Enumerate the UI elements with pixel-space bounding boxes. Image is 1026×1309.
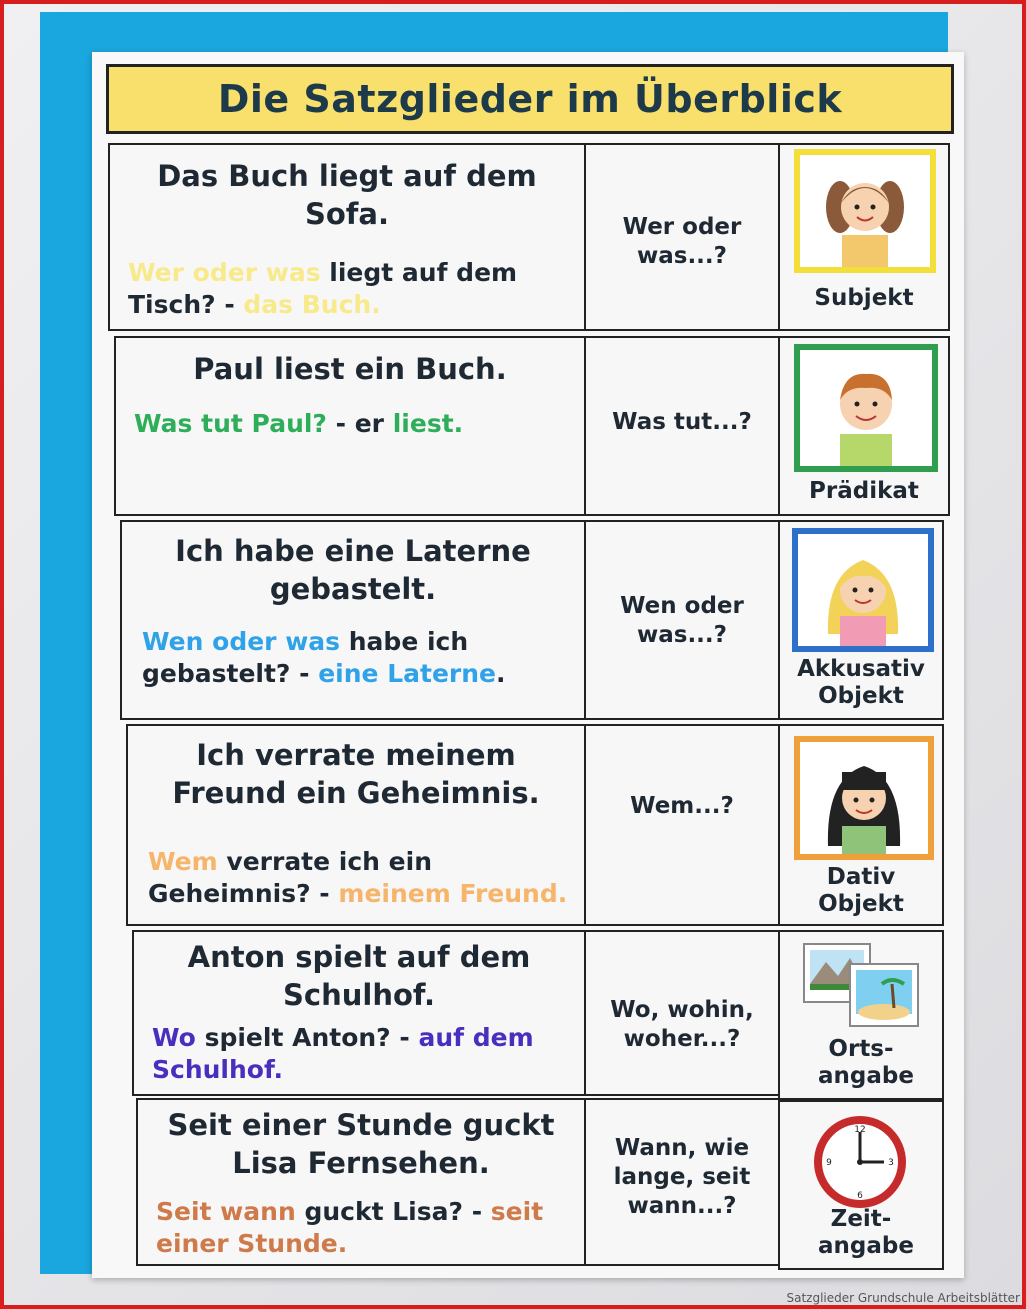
worksheet-title: Die Satzglieder im Überblick (106, 64, 954, 134)
question-word: Wen oder was...? (620, 593, 744, 648)
question-example: Wer oder was liegt auf dem Tisch? - das Buch. (128, 258, 518, 319)
question-example: Was tut Paul? - er liest. (134, 409, 464, 438)
label-subjekt: Subjekt (814, 285, 914, 311)
sentence-cell-subjekt (108, 143, 586, 331)
sentence-cell-akkusativ (120, 520, 586, 720)
picture-cell-subjekt (778, 143, 950, 331)
question-cell-subjekt (584, 143, 780, 331)
question-cell-akkusativ (584, 520, 780, 720)
question-example: Seit wann guckt Lisa? - seit einer Stunde. (156, 1197, 544, 1258)
girl-pigtails-icon (794, 149, 936, 273)
picture-cell-praedikat (778, 336, 950, 516)
question-cell-ortsangabe (584, 930, 780, 1096)
clock-icon (808, 1110, 912, 1212)
picture-cell-akkusativ (778, 520, 944, 720)
example-sentence: Ich habe eine Laterne gebastelt. (175, 534, 531, 606)
example-sentence: Paul liest ein Buch. (193, 352, 507, 386)
label-ortsangabe: Orts-angabe (818, 1036, 914, 1089)
watermark-text: Satzglieder Grundschule Arbeitsblätter (786, 1291, 1020, 1305)
boy-icon (794, 344, 938, 472)
picture-cell-ortsangabe (778, 930, 944, 1100)
question-example: Wen oder was habe ich gebastelt? - eine Laterne. (142, 627, 506, 688)
question-word: Wer oder was...? (622, 214, 742, 269)
sentence-cell-dativ (126, 724, 586, 926)
picture-cell-zeitangabe (778, 1100, 944, 1270)
question-example: Wo spielt Anton? - auf dem Schulhof. (152, 1023, 534, 1084)
landscape-photos-icon (802, 940, 922, 1032)
label-dativ: Dativ Objekt (818, 864, 904, 917)
question-word: Wann, wie lange, seit wann...? (613, 1135, 751, 1219)
sentence-cell-praedikat (114, 336, 586, 516)
label-zeitangabe: Zeit-angabe (818, 1206, 914, 1259)
example-sentence: Das Buch liegt auf dem Sofa. (157, 159, 537, 231)
question-cell-praedikat (584, 336, 780, 516)
example-sentence: Ich verrate meinem Freund ein Geheimnis. (172, 738, 540, 810)
question-word: Wem...? (630, 793, 734, 819)
svg-text:6: 6 (857, 1191, 863, 1201)
question-word: Wo, wohin, woher...? (610, 997, 754, 1052)
example-sentence: Seit einer Stunde guckt Lisa Fernsehen. (167, 1108, 555, 1180)
sentence-cell-zeitangabe (136, 1098, 586, 1266)
example-sentence: Anton spielt auf dem Schulhof. (187, 940, 531, 1012)
sentence-cell-ortsangabe (132, 930, 586, 1096)
question-cell-dativ (584, 724, 780, 926)
label-akkusativ: Akkusativ Objekt (797, 656, 925, 709)
blonde-girl-icon (792, 528, 934, 652)
question-cell-zeitangabe (584, 1098, 780, 1266)
svg-text:3: 3 (888, 1158, 894, 1168)
svg-text:9: 9 (826, 1158, 832, 1168)
picture-cell-dativ (778, 724, 944, 926)
question-example: Wem verrate ich ein Geheimnis? - meinem Freund. (148, 847, 568, 908)
dark-hair-girl-icon (794, 736, 934, 860)
label-praedikat: Prädikat (809, 478, 919, 504)
svg-text:12: 12 (854, 1125, 866, 1135)
question-word: Was tut...? (612, 409, 752, 435)
